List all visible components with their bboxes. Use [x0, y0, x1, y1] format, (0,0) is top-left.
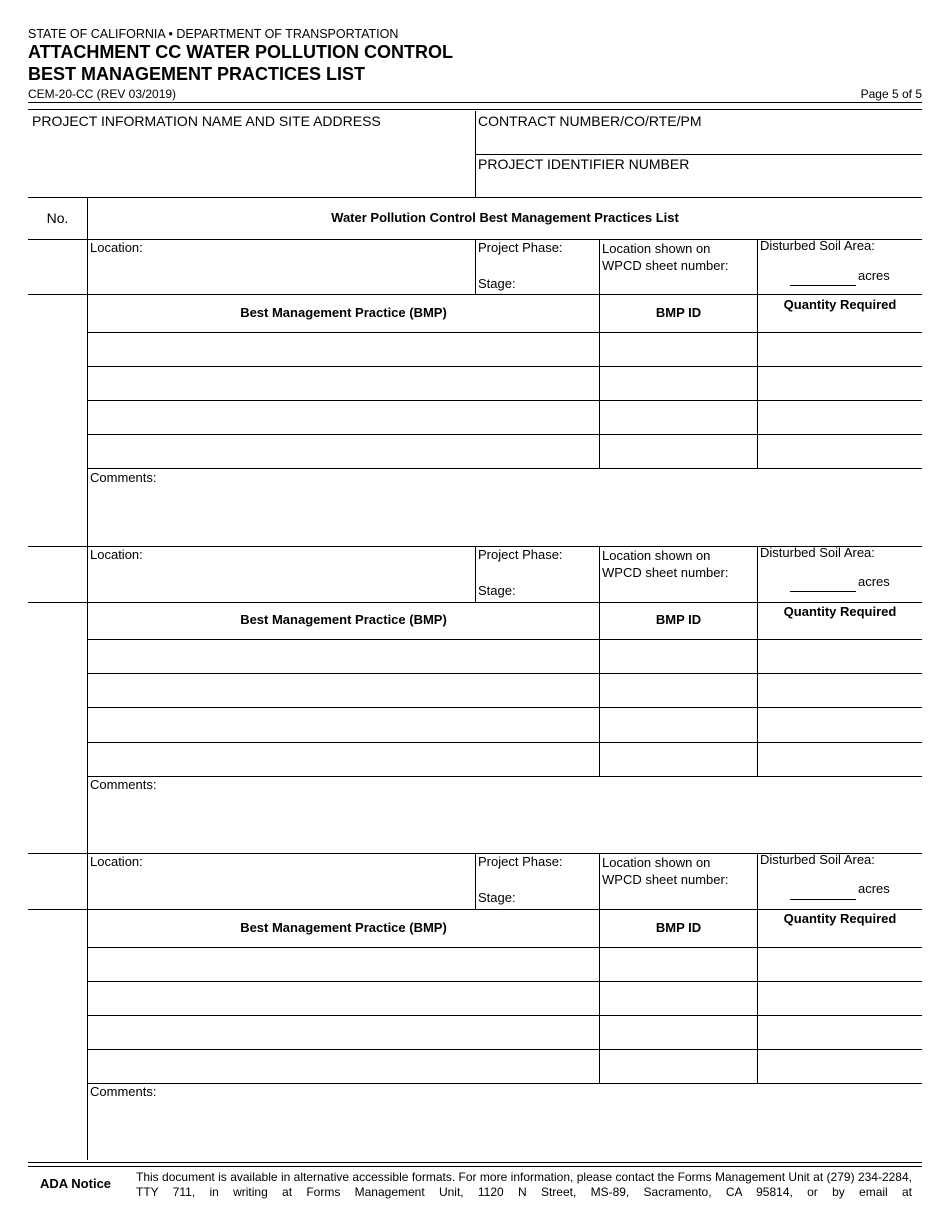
form-number: CEM-20-CC (REV 03/2019): [28, 87, 177, 101]
bmp-id-entry-field[interactable]: [600, 708, 757, 742]
project-phase-field[interactable]: [476, 547, 598, 602]
bmp-column-header: Best Management Practice (BMP): [240, 305, 447, 320]
project-phase-label: Project Phase:: [478, 547, 563, 562]
quantity-entry-field[interactable]: [758, 367, 922, 400]
acres-input-line[interactable]: [790, 899, 856, 900]
form-title-line2: BEST MANAGEMENT PRACTICES LIST: [28, 64, 366, 84]
quantity-entry-field[interactable]: [758, 1016, 922, 1049]
project-identifier-label: PROJECT IDENTIFIER NUMBER: [478, 156, 690, 172]
form-title-line1: ATTACHMENT CC WATER POLLUTION CONTROL: [28, 42, 453, 62]
project-phase-label: Project Phase:: [478, 854, 563, 869]
project-phase-label: Project Phase:: [478, 240, 563, 255]
project-phase-field[interactable]: [476, 854, 598, 909]
comments-label: Comments:: [90, 470, 157, 485]
bmp-entry-field[interactable]: [88, 435, 599, 468]
ada-notice-line1: This document is available in alternative accessible formats. For more information, please contact the Forms Management Unit at (279) 234-2284,: [136, 1170, 912, 1184]
quantity-entry-field[interactable]: [758, 401, 922, 434]
quantity-entry-field[interactable]: [758, 640, 922, 673]
project-identifier-field[interactable]: [476, 155, 922, 197]
bmp-entry-field[interactable]: [88, 401, 599, 434]
wpcd-sheet-label: Location shown on WPCD sheet number:: [602, 548, 729, 580]
footer-rule: [28, 1166, 922, 1167]
ada-notice-label: ADA Notice: [40, 1176, 112, 1191]
wpcd-sheet-label: Location shown on WPCD sheet number:: [602, 241, 729, 273]
quantity-column-header: Quantity Required: [783, 911, 897, 926]
bmp-id-entry-field[interactable]: [600, 674, 757, 707]
wpcd-sheet-field[interactable]: [600, 547, 756, 602]
soil-area-label: Disturbed Soil Area:: [760, 852, 875, 867]
acres-input-line[interactable]: [790, 591, 856, 592]
comments-label: Comments:: [90, 777, 157, 792]
stage-label: Stage:: [478, 276, 516, 291]
quantity-entry-field[interactable]: [758, 1050, 922, 1083]
bmp-id-column-header: BMP ID: [655, 305, 702, 320]
bmp-id-entry-field[interactable]: [600, 1016, 757, 1049]
quantity-entry-field[interactable]: [758, 708, 922, 742]
acres-input-line[interactable]: [790, 285, 856, 286]
location-field[interactable]: [88, 854, 475, 909]
agency-line: STATE OF CALIFORNIA • DEPARTMENT OF TRANSPORTATION: [28, 27, 399, 41]
acres-label: acres: [858, 881, 890, 896]
header-rule: [28, 109, 922, 110]
header-rule: [28, 102, 922, 103]
bmp-entry-field[interactable]: [88, 982, 599, 1015]
disturbed-soil-area-field[interactable]: [758, 854, 922, 909]
section-number-field[interactable]: [28, 240, 87, 295]
disturbed-soil-area-field[interactable]: [758, 547, 922, 602]
quantity-entry-field[interactable]: [758, 674, 922, 707]
list-title: Water Pollution Control Best Management Practices List: [331, 210, 679, 225]
page-number: Page 5 of 5: [860, 87, 922, 101]
bmp-id-column-header: BMP ID: [655, 920, 702, 935]
bmp-id-entry-field[interactable]: [600, 982, 757, 1015]
bmp-entry-field[interactable]: [88, 1050, 599, 1083]
bmp-id-entry-field[interactable]: [600, 743, 757, 776]
bmp-entry-field[interactable]: [88, 708, 599, 742]
soil-area-label: Disturbed Soil Area:: [760, 238, 875, 253]
section-number-field[interactable]: [28, 547, 87, 602]
wpcd-sheet-label: Location shown on WPCD sheet number:: [602, 855, 729, 887]
quantity-column-header: Quantity Required: [783, 297, 897, 312]
bmp-id-entry-field[interactable]: [600, 367, 757, 400]
comments-field[interactable]: [88, 469, 922, 546]
divider: [28, 197, 922, 198]
bmp-entry-field[interactable]: [88, 333, 599, 366]
ada-notice-line2: TTY 711, in writing at Forms Management Unit, 1120 N Street, MS-89, Sacramento, CA 95814, or by email at: [136, 1185, 912, 1199]
section-number-field[interactable]: [28, 854, 87, 909]
bmp-id-entry-field[interactable]: [600, 948, 757, 981]
location-field[interactable]: [88, 240, 475, 295]
wpcd-sheet-field[interactable]: [600, 240, 756, 295]
bmp-entry-field[interactable]: [88, 1016, 599, 1049]
bmp-id-entry-field[interactable]: [600, 640, 757, 673]
location-label: Location:: [90, 240, 143, 255]
quantity-entry-field[interactable]: [758, 743, 922, 776]
stage-label: Stage:: [478, 890, 516, 905]
project-info-label: PROJECT INFORMATION NAME AND SITE ADDRESS: [32, 113, 381, 129]
bmp-entry-field[interactable]: [88, 367, 599, 400]
project-info-field[interactable]: [28, 111, 474, 197]
wpcd-sheet-field[interactable]: [600, 854, 756, 909]
bmp-id-column-header: BMP ID: [655, 612, 702, 627]
quantity-entry-field[interactable]: [758, 435, 922, 468]
bmp-entry-field[interactable]: [88, 743, 599, 776]
bmp-id-entry-field[interactable]: [600, 435, 757, 468]
quantity-entry-field[interactable]: [758, 948, 922, 981]
quantity-column-header: Quantity Required: [783, 604, 897, 619]
bmp-id-entry-field[interactable]: [600, 333, 757, 366]
acres-label: acres: [858, 268, 890, 283]
quantity-entry-field[interactable]: [758, 333, 922, 366]
bmp-column-header: Best Management Practice (BMP): [240, 920, 447, 935]
contract-number-field[interactable]: [476, 111, 922, 154]
contract-number-label: CONTRACT NUMBER/CO/RTE/PM: [478, 113, 702, 129]
soil-area-label: Disturbed Soil Area:: [760, 545, 875, 560]
footer-rule: [28, 1162, 922, 1163]
comments-field[interactable]: [88, 777, 922, 853]
comments-field[interactable]: [88, 1084, 922, 1160]
bmp-entry-field[interactable]: [88, 674, 599, 707]
no-column-header: No.: [46, 210, 69, 226]
location-field[interactable]: [88, 547, 475, 602]
bmp-entry-field[interactable]: [88, 948, 599, 981]
location-label: Location:: [90, 547, 143, 562]
comments-label: Comments:: [90, 1084, 157, 1099]
location-label: Location:: [90, 854, 143, 869]
stage-label: Stage:: [478, 583, 516, 598]
disturbed-soil-area-field[interactable]: [758, 240, 922, 295]
quantity-entry-field[interactable]: [758, 982, 922, 1015]
project-phase-field[interactable]: [476, 240, 598, 295]
bmp-id-entry-field[interactable]: [600, 401, 757, 434]
bmp-entry-field[interactable]: [88, 640, 599, 673]
bmp-column-header: Best Management Practice (BMP): [240, 612, 447, 627]
bmp-id-entry-field[interactable]: [600, 1050, 757, 1083]
acres-label: acres: [858, 574, 890, 589]
